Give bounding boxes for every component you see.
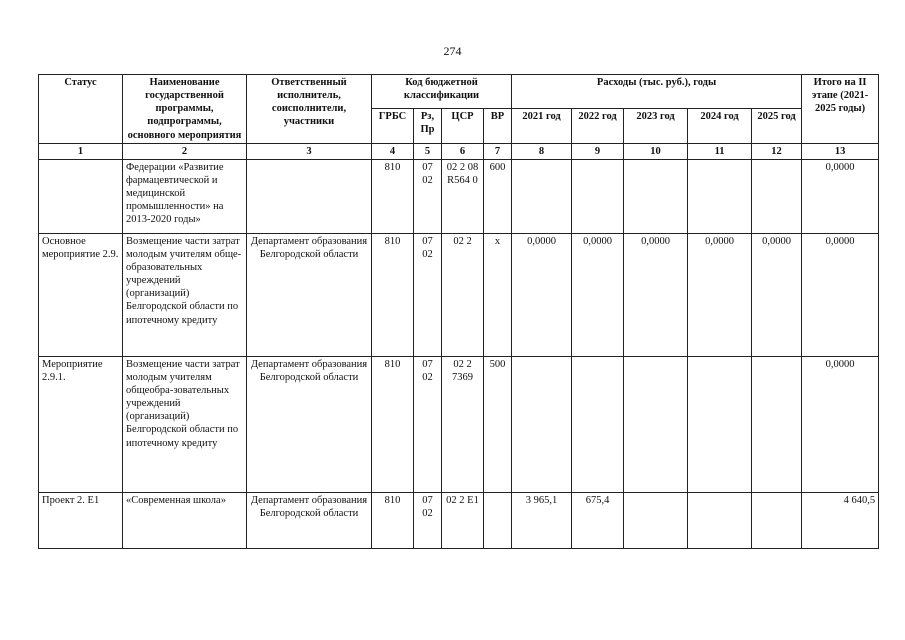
cell-2021: 3 965,1 bbox=[512, 492, 572, 548]
header-name: Наименование государственной программы, подпрограммы, основного мероприятия bbox=[123, 75, 247, 144]
header-vr: ВР bbox=[484, 109, 512, 143]
cell-2023 bbox=[624, 159, 688, 233]
cell-name: «Современная школа» bbox=[123, 492, 247, 548]
cell-status: Проект 2. E1 bbox=[39, 492, 123, 548]
cell-2021 bbox=[512, 159, 572, 233]
cell-2025 bbox=[752, 356, 802, 492]
column-number: 4 bbox=[372, 143, 414, 159]
cell-vr bbox=[484, 492, 512, 548]
table-row bbox=[39, 159, 879, 233]
header-grbs: ГРБС bbox=[372, 109, 414, 143]
header-2023: 2023 год bbox=[624, 109, 688, 143]
cell-2022: 0,0000 bbox=[572, 233, 624, 356]
cell-status bbox=[39, 159, 123, 233]
cell-2023 bbox=[624, 356, 688, 492]
column-number: 12 bbox=[752, 143, 802, 159]
column-number: 2 bbox=[123, 143, 247, 159]
cell-2024 bbox=[688, 159, 752, 233]
cell-csr: 02 2 7369 bbox=[442, 356, 484, 492]
cell-2024 bbox=[688, 356, 752, 492]
cell-grbs: 810 bbox=[372, 492, 414, 548]
cell-total: 0,0000 bbox=[802, 233, 879, 356]
cell-total: 0,0000 bbox=[802, 356, 879, 492]
header-expenses: Расходы (тыс. руб.), годы bbox=[512, 75, 802, 109]
cell-2021: 0,0000 bbox=[512, 233, 572, 356]
header-responsible: Ответственный исполнитель, соисполнители, участники bbox=[247, 75, 372, 144]
header-2024: 2024 год bbox=[688, 109, 752, 143]
cell-rzpr: 07 02 bbox=[414, 233, 442, 356]
column-number: 1 bbox=[39, 143, 123, 159]
cell-2025 bbox=[752, 159, 802, 233]
cell-responsible: Департамент образования Белгородской области bbox=[247, 233, 372, 356]
header-2021: 2021 год bbox=[512, 109, 572, 143]
header-budget-code: Код бюджетной классификации bbox=[372, 75, 512, 109]
column-number: 9 bbox=[572, 143, 624, 159]
cell-vr: 600 bbox=[484, 159, 512, 233]
cell-grbs: 810 bbox=[372, 159, 414, 233]
cell-status: Основное мероприятие 2.9. bbox=[39, 233, 123, 356]
table-row bbox=[39, 233, 879, 356]
cell-csr: 02 2 E1 bbox=[442, 492, 484, 548]
page-number: 274 bbox=[443, 44, 462, 58]
cell-total: 4 640,5 bbox=[802, 492, 879, 548]
cell-2024 bbox=[688, 492, 752, 548]
header-status: Статус bbox=[39, 75, 123, 144]
table-row bbox=[39, 492, 879, 548]
cell-csr: 02 2 08 R564 0 bbox=[442, 159, 484, 233]
column-number: 11 bbox=[688, 143, 752, 159]
header-2025: 2025 год bbox=[752, 109, 802, 143]
column-number: 13 bbox=[802, 143, 879, 159]
cell-2022 bbox=[572, 159, 624, 233]
cell-name: Возмещение части затрат молодым учителям общеобра-зовательных учреждений (организаций) Белгородской области по ипотечному кредиту bbox=[123, 356, 247, 492]
header-2022: 2022 год bbox=[572, 109, 624, 143]
cell-grbs: 810 bbox=[372, 233, 414, 356]
cell-total: 0,0000 bbox=[802, 159, 879, 233]
cell-2022: 675,4 bbox=[572, 492, 624, 548]
column-number: 10 bbox=[624, 143, 688, 159]
cell-2025 bbox=[752, 492, 802, 548]
cell-rzpr: 07 02 bbox=[414, 356, 442, 492]
cell-2025: 0,0000 bbox=[752, 233, 802, 356]
column-number: 5 bbox=[414, 143, 442, 159]
cell-responsible bbox=[247, 159, 372, 233]
cell-2022 bbox=[572, 356, 624, 492]
header-rzpr: Рз, Пр bbox=[414, 109, 442, 143]
cell-2024: 0,0000 bbox=[688, 233, 752, 356]
cell-grbs: 810 bbox=[372, 356, 414, 492]
header-total: Итого на II этапе (2021-2025 годы) bbox=[802, 75, 879, 144]
cell-responsible: Департамент образования Белгородской области bbox=[247, 492, 372, 548]
cell-rzpr: 07 02 bbox=[414, 492, 442, 548]
cell-csr: 02 2 bbox=[442, 233, 484, 356]
cell-name: Федерации «Развитие фармацевтической и медицинской промышленности» на 2013-2020 годы» bbox=[123, 159, 247, 233]
cell-2023 bbox=[624, 492, 688, 548]
cell-responsible: Департамент образования Белгородской области bbox=[247, 356, 372, 492]
cell-vr: х bbox=[484, 233, 512, 356]
column-number: 6 bbox=[442, 143, 484, 159]
table-row bbox=[39, 356, 879, 492]
column-number: 8 bbox=[512, 143, 572, 159]
cell-vr: 500 bbox=[484, 356, 512, 492]
cell-rzpr: 07 02 bbox=[414, 159, 442, 233]
column-number: 7 bbox=[484, 143, 512, 159]
cell-2021 bbox=[512, 356, 572, 492]
column-number-row bbox=[39, 143, 879, 159]
column-number: 3 bbox=[247, 143, 372, 159]
budget-table bbox=[38, 74, 879, 549]
cell-2023: 0,0000 bbox=[624, 233, 688, 356]
cell-status: Мероприятие 2.9.1. bbox=[39, 356, 123, 492]
cell-name: Возмещение части затрат молодым учителям обще-образовательных учреждений (организаций) Белгородской области по ипотечному кредиту bbox=[123, 233, 247, 356]
header-row-1 bbox=[39, 75, 879, 109]
header-csr: ЦСР bbox=[442, 109, 484, 143]
